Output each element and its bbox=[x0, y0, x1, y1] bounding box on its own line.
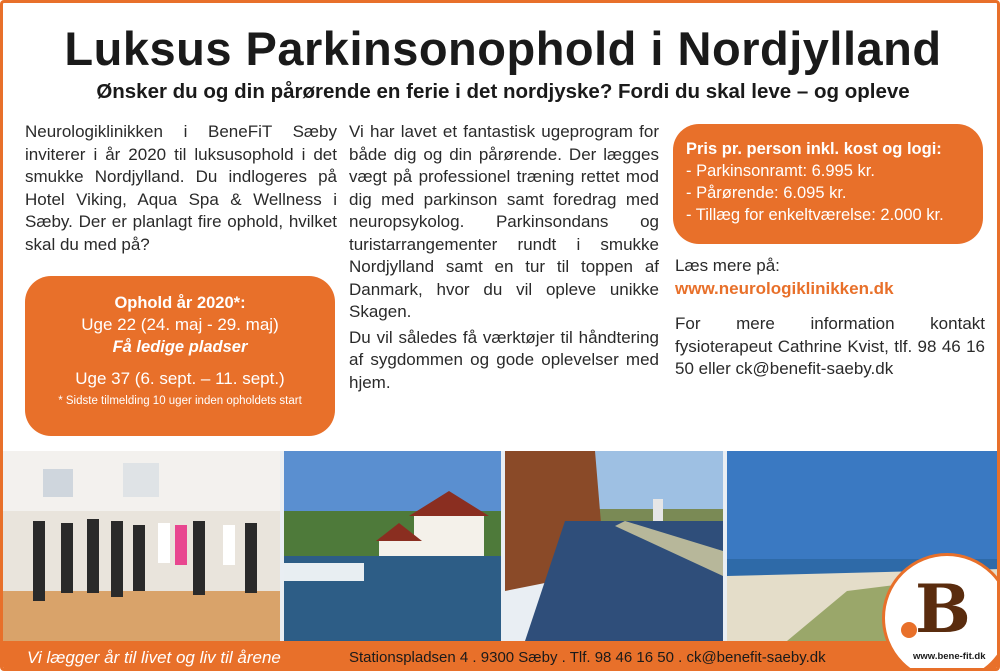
program-column bbox=[349, 121, 659, 394]
footer-bar bbox=[3, 641, 1000, 671]
stay-availability-note: Få ledige pladser bbox=[112, 338, 248, 356]
photo-watermill bbox=[284, 451, 501, 641]
price-item-patient: - Parkinsonramt: 6.995 kr. bbox=[686, 162, 875, 180]
price-box bbox=[673, 124, 983, 244]
photo-strip bbox=[3, 451, 1000, 641]
intro-column bbox=[25, 121, 337, 256]
intro-text: Neurologiklinikken i BeneFiT Sæby inviterer i år 2020 til luksusophold i det smukke Nordjylland. Du indlogeres på Hotel Viking, Aqua Spa & Wellness i Sæby. Der er planlagt fire ophold, hvilket skal du med på? bbox=[25, 122, 337, 254]
page-title: Luksus Parkinsonophold i Nordjylland bbox=[64, 22, 942, 75]
page-subtitle: Ønsker du og din pårørende en ferie i det nordjyske? Fordi du skal leve – og opleve bbox=[96, 80, 910, 103]
photo-river bbox=[505, 451, 723, 641]
stay-heading: Ophold år 2020*: bbox=[114, 294, 246, 312]
stay-dates-box bbox=[25, 276, 335, 436]
price-item-single-room: - Tillæg for enkeltværelse: 2.000 kr. bbox=[686, 206, 944, 224]
price-item-relative: - Pårørende: 6.095 kr. bbox=[686, 184, 847, 202]
stay-footnote: * Sidste tilmelding 10 uger inden opholdets start bbox=[58, 395, 302, 407]
stay-week-37: Uge 37 (6. sept. – 11. sept.) bbox=[75, 369, 285, 388]
logo-url: www.bene-fit.dk bbox=[913, 651, 986, 662]
program-paragraph-1: Vi har lavet et fantastisk ugeprogram for både dig og din pårørende. Der lægges vægt på professionel træning rettet mod dig med parkinson samt foredrag med neuropsykolog. Parkinsondans og turistarrangementer rundt i smukke Nordjylland samt en tur til toppen af Danmark, hvor du vil opleve unikke Skagen. bbox=[349, 122, 659, 321]
program-paragraph-2: Du vil således få værktøjer til håndtering af sygdommen og gode oplevelser med hjem. bbox=[349, 327, 659, 392]
footer-address: Stationspladsen 4 . 9300 Sæby . Tlf. 98 46 16 50 . ck@benefit-saeby.dk bbox=[349, 649, 826, 666]
website-link[interactable]: www.neurologiklinikken.dk bbox=[675, 279, 894, 298]
stay-week-22: Uge 22 (24. maj - 29. maj) bbox=[81, 315, 279, 334]
read-more-label: Læs mere på: bbox=[675, 256, 780, 275]
price-heading: Pris pr. person inkl. kost og logi: bbox=[686, 140, 942, 158]
logo-letter: B bbox=[915, 570, 971, 648]
footer-slogan: Vi lægger år til livet og liv til årene bbox=[27, 648, 281, 667]
contact-text: For mere information kontakt fysioterapeut Cathrine Kvist, tlf. 98 46 16 50 eller ck@benefit-saeby.dk bbox=[675, 314, 985, 378]
photo-exercise-class bbox=[3, 451, 280, 641]
